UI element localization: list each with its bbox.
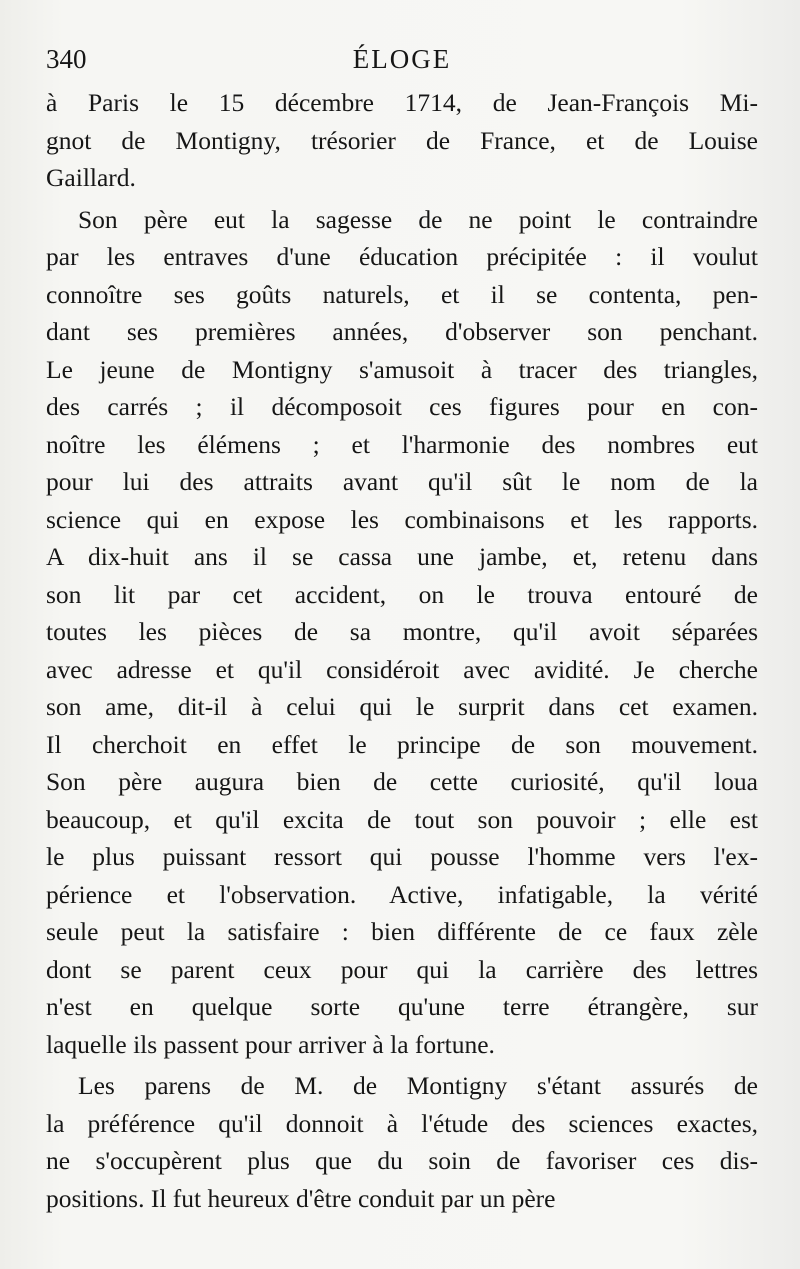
text-line: n'est en quelque sorte qu'une terre étrangère, sur bbox=[46, 992, 758, 1021]
text-line: beaucoup, et qu'il excita de tout son pouvoir ; elle est bbox=[46, 804, 758, 834]
paragraph bbox=[46, 1067, 758, 1217]
text-line: Gaillard. bbox=[46, 163, 136, 192]
text-line: seule peut la satisfaire : bien différente de ce faux zèle bbox=[46, 917, 758, 946]
text-line: à Paris le 15 décembre 1714, de Jean-François Mi- bbox=[46, 88, 758, 117]
text-line: dant ses premières années, d'observer son penchant. bbox=[46, 317, 758, 346]
running-title: ÉLOGE bbox=[352, 44, 452, 74]
body-text bbox=[46, 84, 758, 1217]
text-line: la préférence qu'il donnoit à l'étude des sciences exactes, bbox=[46, 1108, 758, 1138]
page-number: 340 bbox=[46, 44, 87, 74]
text-line: positions. Il fut heureux d'être conduit par un père bbox=[46, 1183, 556, 1213]
text-line: dont se parent ceux pour qui la carrière des lettres bbox=[46, 954, 758, 984]
text-line: A dix-huit ans il se cassa une jambe, et, retenu dans bbox=[46, 542, 758, 571]
page-header bbox=[46, 44, 758, 80]
text-line: par les entraves d'une éducation précipitée : il voulut bbox=[46, 242, 758, 271]
text-line: connoître ses goûts naturels, et il se contenta, pen- bbox=[46, 279, 758, 309]
text-line: noître les élémens ; et l'harmonie des nombres eut bbox=[46, 429, 758, 459]
text-line: laquelle ils passent pour arriver à la fortune. bbox=[46, 1029, 495, 1059]
paragraph bbox=[46, 201, 758, 1064]
text-line: son lit par cet accident, on le trouva entouré de bbox=[46, 579, 758, 609]
paragraph bbox=[46, 84, 758, 197]
text-line: Son père eut la sagesse de ne point le contraindre bbox=[78, 204, 758, 234]
text-line: avec adresse et qu'il considéroit avec avidité. Je cherche bbox=[46, 654, 758, 684]
text-line: le plus puissant ressort qui pousse l'homme vers l'ex- bbox=[46, 842, 758, 871]
text-line: toutes les pièces de sa montre, qu'il avoit séparées bbox=[46, 617, 758, 646]
text-line: Son père augura bien de cette curiosité, qu'il loua bbox=[46, 767, 758, 796]
text-line: Les parens de M. de Montigny s'étant assurés de bbox=[78, 1071, 758, 1100]
text-line: gnot de Montigny, trésorier de France, et de Louise bbox=[46, 125, 758, 155]
text-line: Il cherchoit en effet le principe de son mouvement. bbox=[46, 729, 758, 759]
text-line: Le jeune de Montigny s'amusoit à tracer des triangles, bbox=[46, 354, 758, 384]
text-line: son ame, dit-il à celui qui le surprit dans cet examen. bbox=[46, 692, 758, 721]
text-line: périence et l'observation. Active, infatigable, la vérité bbox=[46, 879, 758, 909]
text-line: ne s'occupèrent plus que du soin de favoriser ces dis- bbox=[46, 1146, 758, 1175]
text-line: des carrés ; il décomposoit ces figures pour en con- bbox=[46, 392, 758, 421]
text-line: pour lui des attraits avant qu'il sût le nom de la bbox=[46, 467, 758, 496]
text-line: science qui en expose les combinaisons et les rapports. bbox=[46, 504, 758, 534]
